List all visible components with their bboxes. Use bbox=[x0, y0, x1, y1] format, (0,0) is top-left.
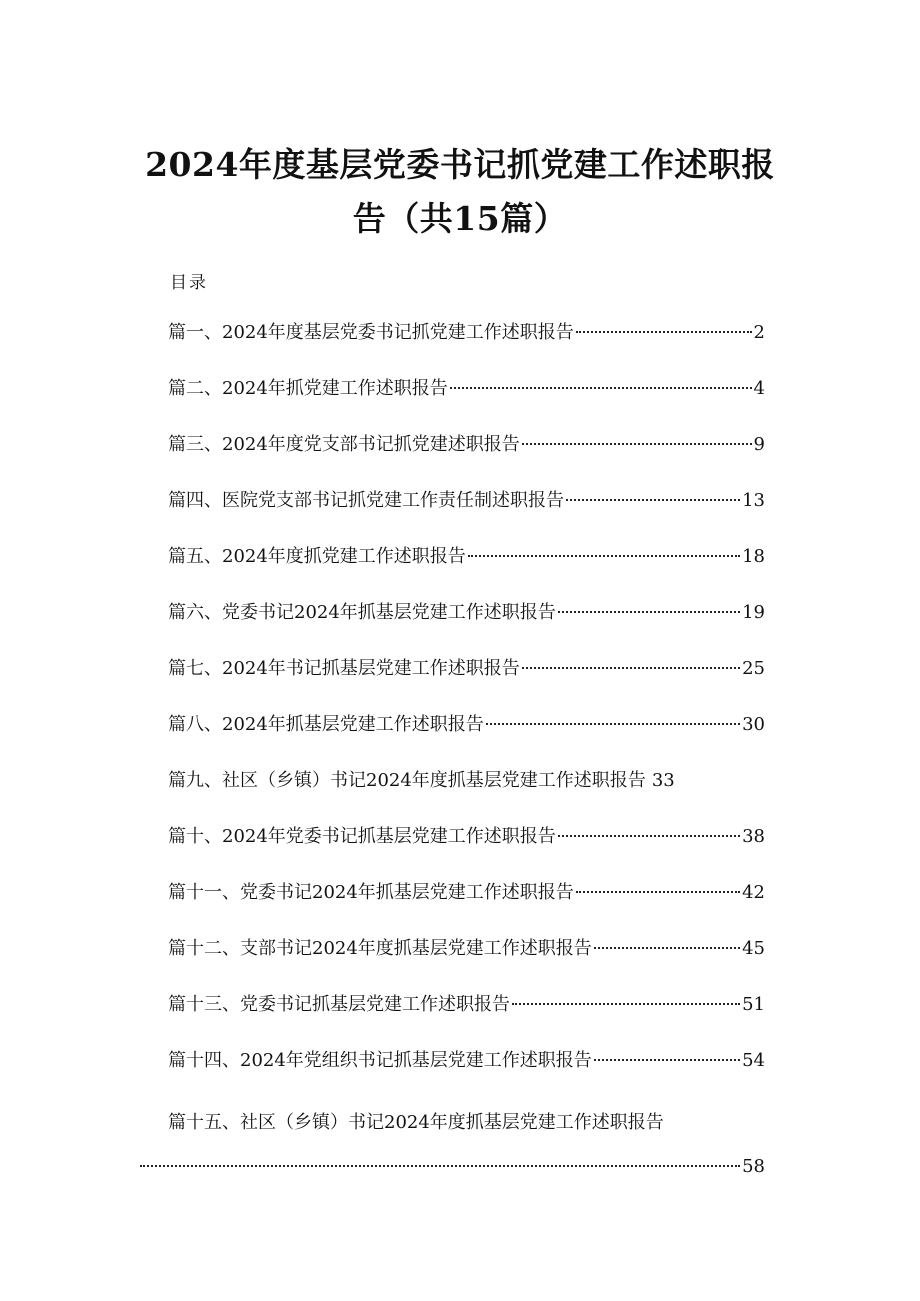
toc-entry-page: 58 bbox=[742, 1156, 765, 1177]
toc-entry[interactable] bbox=[168, 710, 765, 766]
toc-entry-text: 篇三、2024年度党支部书记抓党建述职报告 bbox=[168, 434, 520, 455]
toc-entry-page: 9 bbox=[753, 434, 765, 455]
toc-entry[interactable] bbox=[168, 430, 765, 486]
dot-leader bbox=[512, 1003, 740, 1005]
toc-entry-text: 篇八、2024年抓基层党建工作述职报告 bbox=[168, 714, 484, 735]
dot-leader bbox=[594, 947, 740, 949]
toc-entry-last-text[interactable]: 篇十五、社区（乡镇）书记2024年度抓基层党建工作述职报告 bbox=[168, 1112, 664, 1133]
toc-entry[interactable] bbox=[168, 542, 765, 598]
toc-entry[interactable] bbox=[168, 318, 765, 374]
toc-entry[interactable] bbox=[168, 1046, 765, 1102]
toc-entry[interactable] bbox=[168, 822, 765, 878]
dot-leader bbox=[486, 723, 740, 725]
toc-entry-text: 篇十三、党委书记抓基层党建工作述职报告 bbox=[168, 994, 510, 1015]
toc-entry-page: 2 bbox=[753, 322, 765, 343]
toc-entry-text: 篇四、医院党支部书记抓党建工作责任制述职报告 bbox=[168, 490, 564, 511]
dot-leader bbox=[558, 835, 740, 837]
dot-leader bbox=[566, 499, 740, 501]
toc-entry-page: 13 bbox=[742, 490, 765, 511]
toc-entry-page: 51 bbox=[742, 994, 765, 1015]
toc-entry-text: 篇十二、支部书记2024年度抓基层党建工作述职报告 bbox=[168, 938, 592, 959]
dot-leader bbox=[522, 443, 752, 445]
title-line-1: 2024年度基层党委书记抓党建工作述职报 bbox=[145, 145, 775, 184]
toc-entry[interactable] bbox=[168, 374, 765, 430]
dot-leader bbox=[576, 331, 752, 333]
toc-entry-page: 19 bbox=[742, 602, 765, 623]
toc-entry[interactable] bbox=[168, 598, 765, 654]
toc-entry-page: 4 bbox=[753, 378, 765, 399]
toc-entry-last-leader[interactable] bbox=[140, 1156, 765, 1177]
toc-entry[interactable] bbox=[168, 878, 765, 934]
dot-leader bbox=[594, 1059, 740, 1061]
toc-entry-page: 33 bbox=[651, 770, 675, 791]
toc-entry[interactable] bbox=[168, 766, 765, 822]
toc-entry-text: 篇二、2024年抓党建工作述职报告 bbox=[168, 378, 448, 399]
toc-entry-page: 45 bbox=[742, 938, 765, 959]
toc-entry-text: 篇十四、2024年党组织书记抓基层党建工作述职报告 bbox=[168, 1050, 592, 1071]
toc-entry-text: 篇九、社区（乡镇）书记2024年度抓基层党建工作述职报告 bbox=[168, 770, 646, 791]
toc-entry-page: 30 bbox=[742, 714, 765, 735]
dot-leader bbox=[468, 555, 740, 557]
table-of-contents bbox=[168, 318, 765, 1102]
toc-label: 目录 bbox=[170, 273, 208, 293]
document-title bbox=[120, 138, 800, 246]
dot-leader bbox=[450, 387, 752, 389]
title-line-2: 告（共15篇） bbox=[352, 199, 568, 238]
dot-leader bbox=[558, 611, 740, 613]
toc-entry-text: 篇十、2024年党委书记抓基层党建工作述职报告 bbox=[168, 826, 556, 847]
toc-entry-page: 54 bbox=[742, 1050, 765, 1071]
toc-entry[interactable] bbox=[168, 934, 765, 990]
toc-entry-page: 38 bbox=[742, 826, 765, 847]
dot-leader bbox=[140, 1165, 740, 1167]
dot-leader bbox=[522, 667, 740, 669]
toc-entry[interactable] bbox=[168, 486, 765, 542]
toc-entry-page: 25 bbox=[742, 658, 765, 679]
toc-entry-text: 篇一、2024年度基层党委书记抓党建工作述职报告 bbox=[168, 322, 574, 343]
toc-entry-text: 篇五、2024年度抓党建工作述职报告 bbox=[168, 546, 466, 567]
dot-leader bbox=[576, 891, 740, 893]
toc-entry-text: 篇六、党委书记2024年抓基层党建工作述职报告 bbox=[168, 602, 556, 623]
toc-entry-page: 42 bbox=[742, 882, 765, 903]
toc-entry[interactable] bbox=[168, 654, 765, 710]
toc-entry-text: 篇十一、党委书记2024年抓基层党建工作述职报告 bbox=[168, 882, 574, 903]
toc-entry-text: 篇七、2024年书记抓基层党建工作述职报告 bbox=[168, 658, 520, 679]
toc-entry-page: 18 bbox=[742, 546, 765, 567]
toc-entry[interactable] bbox=[168, 990, 765, 1046]
